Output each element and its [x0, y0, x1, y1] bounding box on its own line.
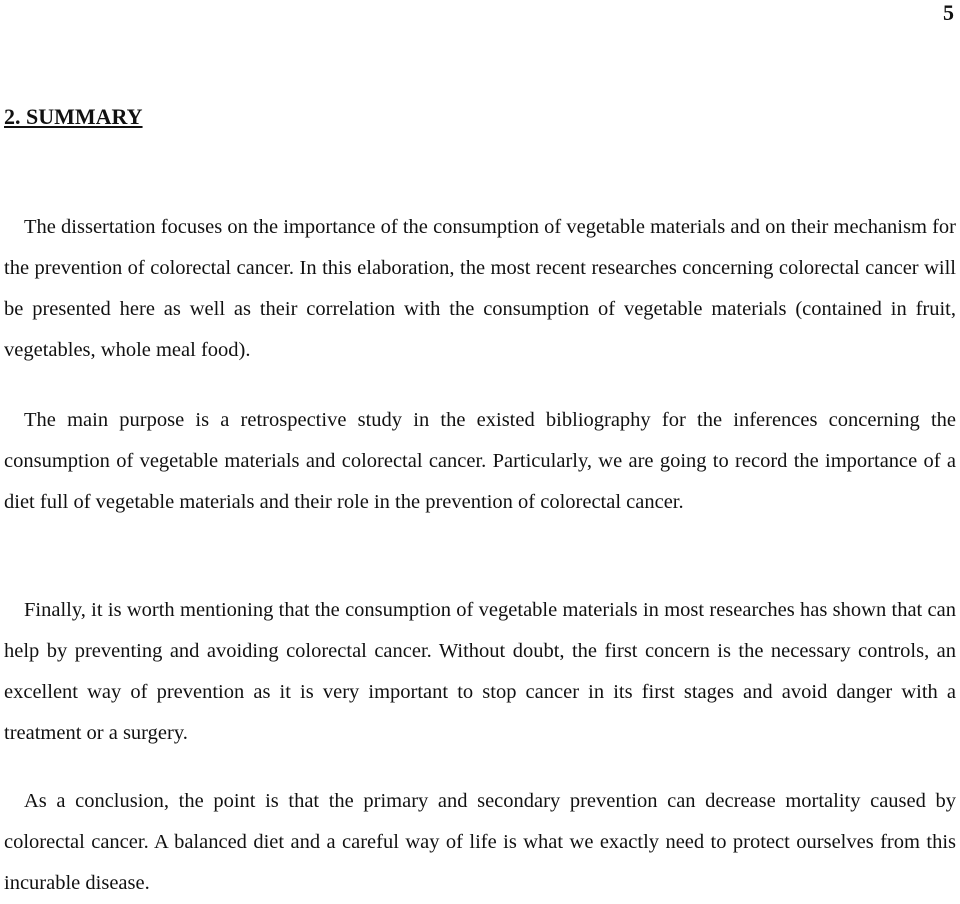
page-number: 5: [943, 0, 954, 25]
section-heading: 2. SUMMARY: [4, 104, 143, 129]
summary-paragraph-4: As a conclusion, the point is that the primary and secondary prevention can decrease mortality caused by colorectal cancer. A balanced diet and a careful way of life is what we exactly need to protect ourselves from this incurable disease.: [4, 790, 956, 894]
summary-paragraph-2: The main purpose is a retrospective study in the existed bibliography for the inferences concerning the consumption of vegetable materials and colorectal cancer. Particularly, we are going to record the importance of a diet full of vegetable materials and their role in the prevention of colorectal cancer.: [4, 409, 956, 513]
summary-paragraph-1: The dissertation focuses on the importance of the consumption of vegetable materials and on their mechanism for the prevention of colorectal cancer. In this elaboration, the most recent researches concerning colorectal cancer will be presented here as well as their correlation with the consumption of vegetable materials (contained in fruit, vegetables, whole meal food).: [4, 216, 956, 361]
summary-paragraph-3: Finally, it is worth mentioning that the consumption of vegetable materials in most researches has shown that can help by preventing and avoiding colorectal cancer. Without doubt, the first concern is the necessary controls, an excellent way of prevention as it is very important to stop cancer in its first stages and avoid danger with a treatment or a surgery.: [4, 599, 956, 744]
